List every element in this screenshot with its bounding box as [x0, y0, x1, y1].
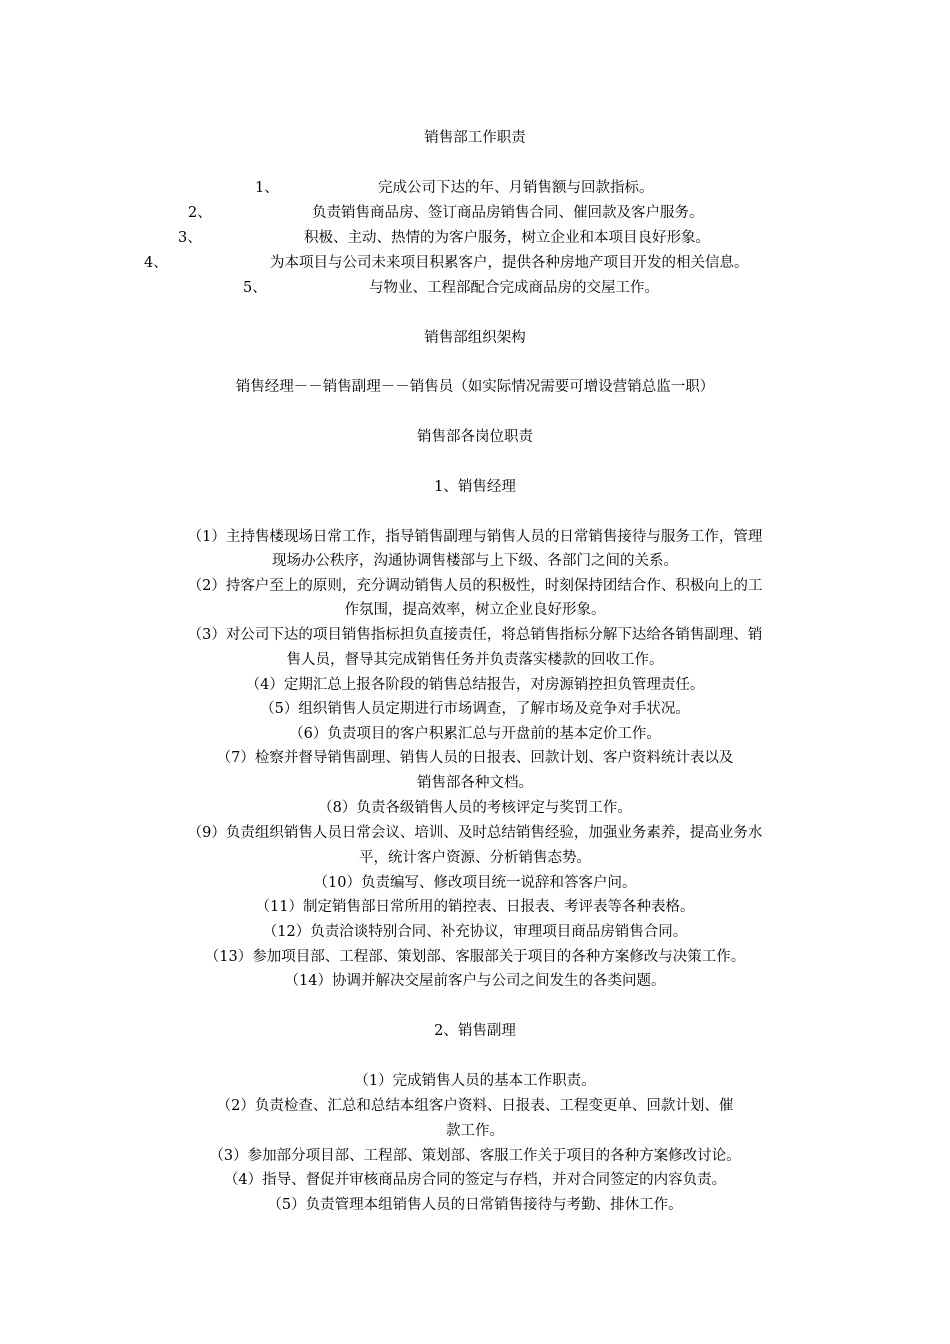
duty-number: 1、: [255, 180, 279, 196]
manager-duty-line: 销售部各种文档。: [417, 775, 533, 791]
duty-number: 2、: [188, 205, 212, 221]
manager-duty-line: （12）负责洽谈特别合同、补充协议，审理项目商品房销售合同。: [262, 924, 688, 940]
duty-text: 与物业、工程部配合完成商品房的交屋工作。: [369, 280, 659, 296]
manager-duty-line: （14）协调并解决交屋前客户与公司之间发生的各类问题。: [284, 973, 666, 989]
manager-duty-line: 现场办公秩序，沟通协调售楼部与上下级、各部门之间的关系。: [272, 553, 678, 569]
deputy-duty-line: 款工作。: [446, 1123, 504, 1139]
org-structure-text: 销售经理－－销售副理－－销售员（如实际情况需要可增设营销总监一职）: [235, 379, 715, 395]
manager-duty-line: （4）定期汇总上报各阶段的销售总结报告，对房源销控担负管理责任。: [245, 677, 705, 693]
manager-duty-line: 平，统计客户资源、分析销售态势。: [359, 850, 591, 866]
duty-number: 4、: [144, 255, 168, 271]
org-title: 销售部组织架构: [424, 330, 526, 346]
manager-duty-line: （6）负责项目的客户积累汇总与开盘前的基本定价工作。: [289, 726, 661, 742]
duty-text: 完成公司下达的年、月销售额与回款指标。: [378, 180, 654, 196]
deputy-duty-line: （1）完成销售人员的基本工作职责。: [354, 1073, 596, 1089]
manager-duty-line: 作氛围，提高效率，树立企业良好形象。: [344, 602, 606, 618]
manager-duty-line: （3）对公司下达的项目销售指标担负直接责任，将总销售指标分解下达给各销售副理、销: [187, 627, 763, 643]
manager-duty-line: （7）检察并督导销售副理、销售人员的日报表、回款计划、客户资料统计表以及: [216, 750, 734, 766]
duty-number: 5、: [243, 280, 267, 296]
manager-duty-line: （13）参加项目部、工程部、策划部、客服部关于项目的各种方案修改与决策工作。: [204, 949, 746, 965]
manager-duty-line: （2）持客户至上的原则，充分调动销售人员的积极性，时刻保持团结合作、积极向上的工: [187, 578, 763, 594]
manager-duty-line: （5）组织销售人员定期进行市场调查，了解市场及竞争对手状况。: [260, 701, 690, 717]
deputy-duty-line: （5）负责管理本组销售人员的日常销售接待与考勤、排休工作。: [267, 1197, 683, 1213]
manager-duty-line: （8）负责各级销售人员的考核评定与奖罚工作。: [318, 800, 632, 816]
deputy-duty-line: （4）指导、督促并审核商品房合同的签定与存档，并对合同签定的内容负责。: [223, 1172, 727, 1188]
duty-text: 为本项目与公司未来项目积累客户，提供各种房地产项目开发的相关信息。: [270, 255, 749, 271]
duty-text: 积极、主动、热情的为客户服务，树立企业和本项目良好形象。: [304, 230, 710, 246]
manager-duty-line: （11）制定销售部日常所用的销控表、日报表、考评表等各种表格。: [255, 899, 695, 915]
manager-duty-line: 售人员，督导其完成销售任务并负责落实楼款的回收工作。: [286, 652, 664, 668]
manager-section-title: 1、销售经理: [434, 479, 516, 495]
duty-text: 负责销售商品房、签订商品房销售合同、催回款及客户服务。: [312, 205, 704, 221]
duty-number: 3、: [178, 230, 202, 246]
duties-title: 销售部工作职责: [424, 130, 526, 146]
manager-duty-line: （10）负责编写、修改项目统一说辞和答客户问。: [313, 875, 637, 891]
manager-duty-line: （9）负责组织销售人员日常会议、培训、及时总结销售经验，加强业务素养，提高业务水: [187, 825, 763, 841]
manager-duty-line: （1）主持售楼现场日常工作，指导销售副理与销售人员的日常销售接待与服务工作，管理: [187, 529, 763, 545]
deputy-section-title: 2、销售副理: [434, 1023, 516, 1039]
posts-title: 销售部各岗位职责: [417, 429, 533, 445]
deputy-duty-line: （3）参加部分项目部、工程部、策划部、客服工作关于项目的各种方案修改讨论。: [209, 1148, 741, 1164]
deputy-duty-line: （2）负责检查、汇总和总结本组客户资料、日报表、工程变更单、回款计划、催: [216, 1098, 734, 1114]
